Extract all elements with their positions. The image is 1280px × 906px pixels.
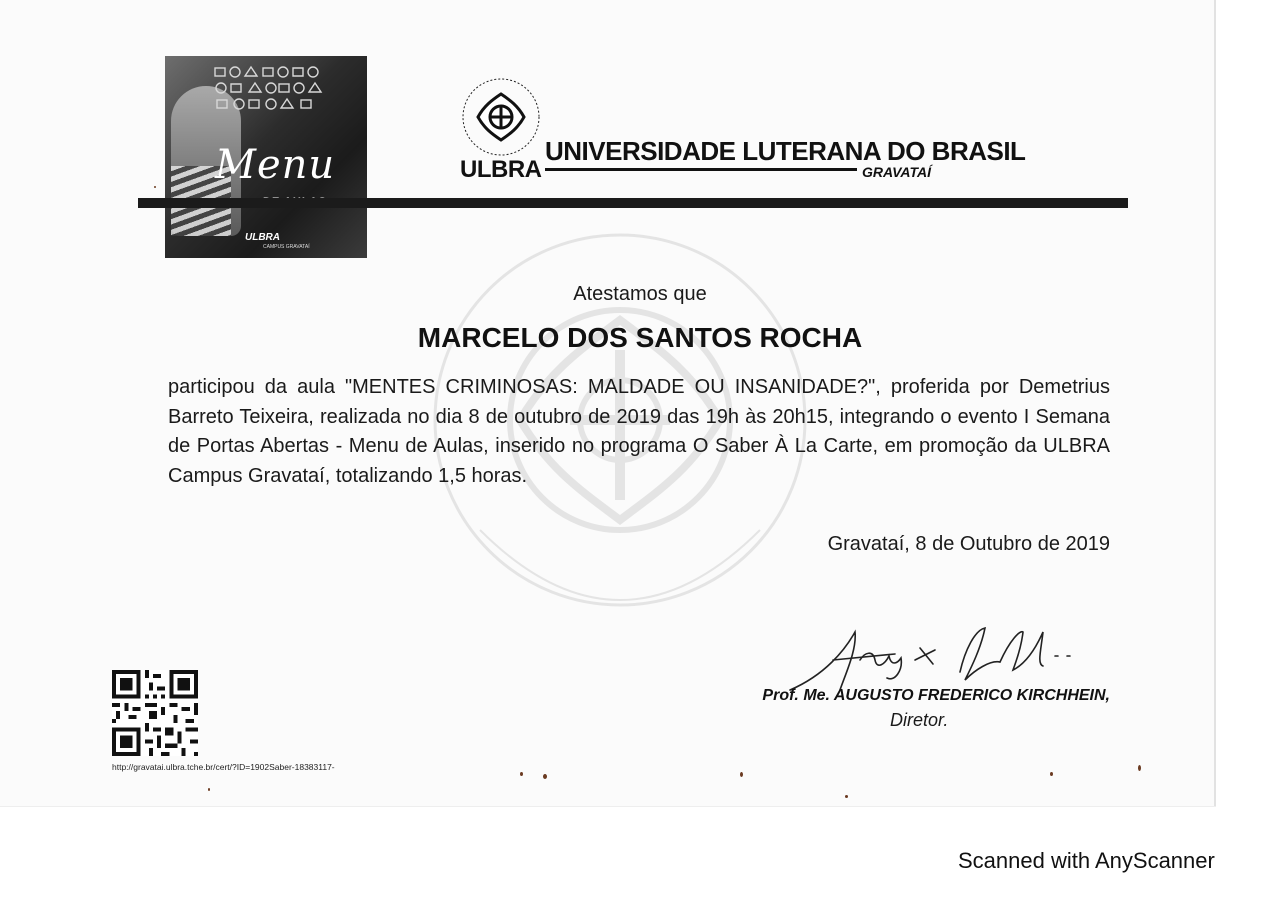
university-underline bbox=[545, 168, 857, 171]
signer-name: Prof. Me. AUGUSTO FREDERICO KIRCHHEIN, bbox=[762, 687, 1110, 704]
campus-name: GRAVATAÍ bbox=[862, 164, 931, 180]
attest-intro: Atestamos que bbox=[573, 283, 707, 305]
ulbra-seal-icon bbox=[460, 76, 542, 158]
verification-url: http://gravatai.ulbra.tche.br/cert/?ID=1902Saber-18383117- bbox=[112, 762, 335, 772]
menu-brand: ULBRA bbox=[245, 232, 280, 243]
header-rule bbox=[138, 198, 1128, 208]
ulbra-logo-text: ULBRA bbox=[460, 156, 542, 183]
menu-title: Menu bbox=[215, 142, 336, 188]
qr-code-icon bbox=[112, 670, 198, 756]
certificate-body: participou da aula "MENTES CRIMINOSAS: MALDADE OU INSANIDADE?", proferida por Demetrius Barreto Teixeira, realizada no dia 8 de outubro de 2019 das 19h às 20h15, integrando o evento I Semana de Portas Abertas - Menu de Aulas, inserido no programa O Saber À La Carte, em promoção da ULBRA Campus Gravataí, totalizando 1,5 horas. bbox=[168, 376, 1110, 487]
menu-de-aulas-image bbox=[165, 56, 367, 258]
recipient-name: MARCELO DOS SANTOS ROCHA bbox=[417, 322, 863, 353]
signer-role: Diretor. bbox=[890, 710, 949, 730]
university-name: UNIVERSIDADE LUTERANA DO BRASIL bbox=[545, 136, 1026, 166]
scanner-watermark: Scanned with AnyScanner bbox=[958, 848, 1215, 873]
place-date: Gravataí, 8 de Outubro de 2019 bbox=[827, 533, 1110, 555]
doodle-icons bbox=[213, 64, 333, 114]
menu-brand-sub: CAMPUS GRAVATAÍ bbox=[263, 244, 310, 250]
sheet-edge bbox=[0, 806, 1216, 807]
